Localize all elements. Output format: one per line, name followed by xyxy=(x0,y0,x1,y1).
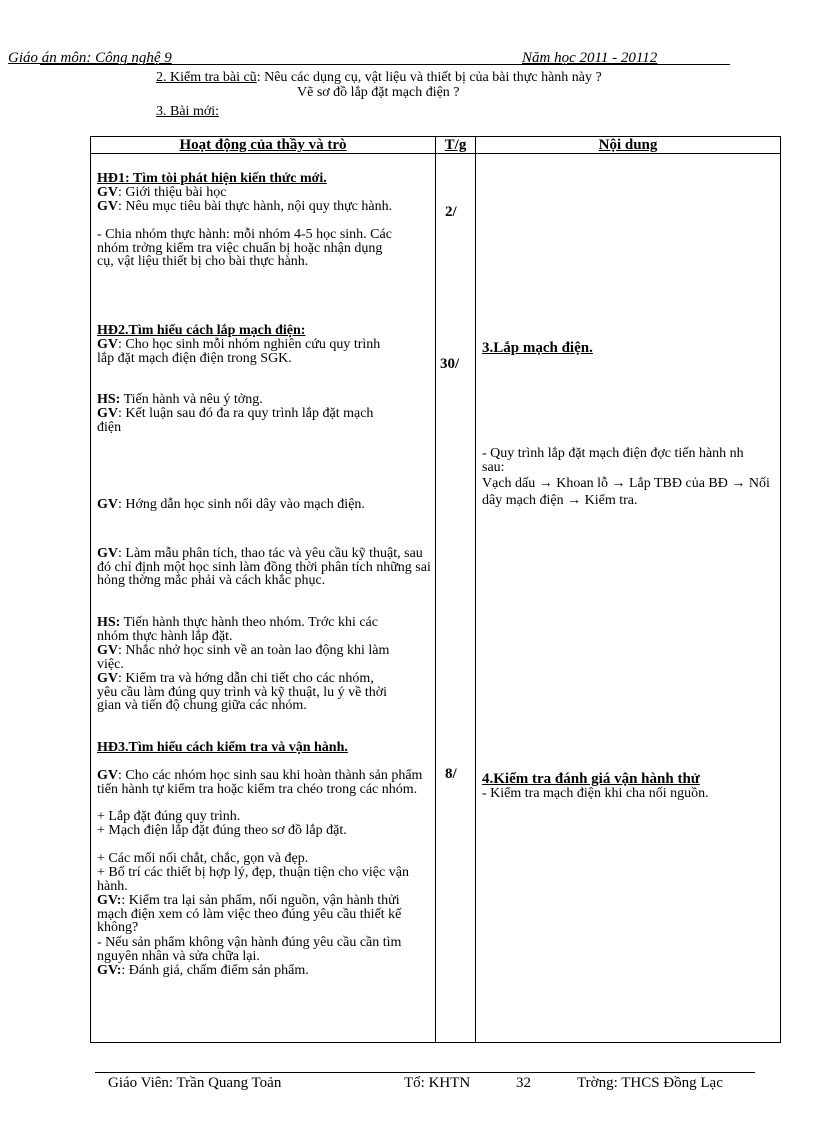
hd3-title: HĐ3.Tìm hiểu cách kiểm tra và vận hành. xyxy=(97,740,348,755)
section3-line2: Vạch dấu → Khoan lỗ → Lắp TBĐ của BĐ → Nối dây mạch điện → Kiểm tra. xyxy=(482,476,770,508)
hd2-line7 xyxy=(97,644,397,671)
table-body-row xyxy=(91,154,781,1043)
section4-title: 4.Kiểm tra đánh giá vận hành thử xyxy=(482,771,700,787)
check-old-label: 2. Kiểm tra bài cũ xyxy=(156,70,257,85)
header-subject: Giáo án môn: Công nghệ 9 xyxy=(8,50,172,66)
hd3-line5: + Bố trí các thiết bị hợp lý, đẹp, thuận tiện cho việc vận hành. xyxy=(97,865,409,894)
time-hd1: 2/ xyxy=(445,204,457,220)
new-lesson-label: 3. Bài mới: xyxy=(156,104,220,119)
hd1-line3: - Chia nhóm thực hành: mỗi nhóm 4-5 học sinh. Các nhóm trởng kiểm tra việc chuẩn bị hoặc nhận dụng cụ, vật liệu thiết bị cho bài thực hành. xyxy=(97,227,392,270)
header-content: Nội dung xyxy=(476,137,781,154)
section4-line1: - Kiểm tra mạch điện khi cha nối nguồn. xyxy=(482,786,709,801)
hd2-line1 xyxy=(97,338,397,365)
gv-label: GV xyxy=(97,671,118,686)
hd1-line2-text: : Nêu mục tiêu bài thực hành, nội quy thực hành. xyxy=(118,199,393,214)
hd2-line6-text: Tiến hành thực hành theo nhóm. Trớc khi các nhóm thực hành lắp đặt. xyxy=(97,615,378,644)
hd1-line1 xyxy=(97,186,432,200)
hd2-line7-text: : Nhắc nhở học sinh về an toàn lao động khi làm việc. xyxy=(97,643,390,672)
gv-label: GV xyxy=(97,497,118,512)
time-hd2: 30/ xyxy=(440,356,460,372)
section3-title: 3.Lắp mạch điện. xyxy=(482,340,593,356)
lesson-table xyxy=(90,136,781,1043)
header-rule xyxy=(40,64,730,65)
time-hd3: 8/ xyxy=(445,766,457,782)
hd2-line1-text: : Cho học sinh mỗi nhóm nghiên cứu quy trình lắp đặt mạch điện điện trong SGK. xyxy=(97,337,381,366)
gv-label: GV xyxy=(97,199,118,214)
time-cell xyxy=(436,154,476,1043)
hd2-line4-text: : Hớng dẫn học sinh nối dây vào mạch điện. xyxy=(118,497,365,512)
hd3-line1-text: : Cho các nhóm học sinh sau khi hoàn thành sản phẩm tiến hành tự kiểm tra hoặc kiểm tra chéo trong các nhóm. xyxy=(97,768,423,797)
check-old-text: : Nêu các dụng cụ, vật liệu và thiết bị của bài thực hành này ? xyxy=(256,70,602,85)
hd2-line4 xyxy=(97,498,397,512)
hd2-line2 xyxy=(97,393,397,407)
hs-label: HS: xyxy=(97,615,121,630)
header-time: T/g xyxy=(436,137,476,154)
footer-page-number: 32 xyxy=(516,1075,531,1091)
hd2-line3-text: : Kết luận sau đó đa ra quy trình lắp đặt mạch điện xyxy=(97,406,374,435)
check-old-text2: Vẽ sơ đồ lắp đặt mạch điện ? xyxy=(297,85,460,100)
hd2-line5-text: : Làm mẫu phân tích, thao tác và yêu cầu kỹ thuật, sau đó chỉ định một học sinh làm đồng thời phân tích những sai hỏng thờng mắc phải và cách khắc phục. xyxy=(97,546,431,589)
header-activities: Hoạt động của thầy và trò xyxy=(91,137,436,154)
gv-label: GV xyxy=(97,546,118,561)
table-header-row xyxy=(91,137,781,154)
hd3-line7: - Nếu sản phẩm không vận hành đúng yêu cầu cần tìm nguyên nhân và sửa chữa lại. xyxy=(97,935,402,964)
hd2-line5 xyxy=(97,547,432,588)
gv-label: GV xyxy=(97,185,118,200)
hd1-line1-text: : Giới thiệu bài học xyxy=(118,185,227,200)
hd2-line8 xyxy=(97,672,397,713)
hd3-line3: + Mạch điện lắp đặt đúng theo sơ đồ lắp đặt. xyxy=(97,823,347,838)
hd3-line8-text: : Đánh giá, chấm điểm sản phẩm. xyxy=(121,963,309,978)
check-old-line xyxy=(156,70,602,85)
section3-line1: - Quy trình lắp đặt mạch điện đợc tiến hành nh sau: xyxy=(482,446,744,475)
hd2-line8-text: : Kiểm tra và hớng dẫn chi tiết cho các nhóm, yêu cầu làm đúng quy trình và kỹ thuật, lu ý về thời gian và tiến độ chung giữa các nhóm. xyxy=(97,671,388,714)
hd1-line2 xyxy=(97,200,432,214)
activities-cell xyxy=(91,154,436,1043)
hd1-title: HĐ1: Tìm tòi phát hiện kiến thức mới. xyxy=(97,171,327,186)
hd3-line1 xyxy=(97,769,432,796)
hd2-line3 xyxy=(97,407,397,434)
hd3-line8 xyxy=(97,964,432,978)
gv-label: GV: xyxy=(97,893,122,908)
hd3-line6-text: : Kiểm tra lại sản phẩm, nối nguồn, vận hành thửi mạch điện xem có làm việc theo đúng yêu cầu thiết kế không? xyxy=(97,893,402,936)
header-school-year: Năm học 2011 - 20112 xyxy=(522,50,658,66)
footer-rule xyxy=(95,1072,755,1073)
gv-label: GV xyxy=(97,768,118,783)
hd2-line2-text: Tiến hành và nêu ý tởng. xyxy=(120,392,263,407)
content-cell xyxy=(476,154,781,1043)
footer-group: Tổ: KHTN xyxy=(404,1075,471,1091)
hd2-line6 xyxy=(97,616,397,643)
gv-label: GV: xyxy=(97,963,122,978)
gv-label: GV xyxy=(97,643,118,658)
footer-teacher: Giáo Viên: Trần Quang Toản xyxy=(108,1075,282,1091)
hd2-title: HĐ2.Tìm hiểu cách lắp mạch điện: xyxy=(97,323,306,338)
hd3-line4: + Các mối nối chắt, chắc, gọn và đẹp. xyxy=(97,851,309,866)
gv-label: GV xyxy=(97,337,118,352)
hd3-line6 xyxy=(97,894,432,935)
footer-school: Trờng: THCS Đồng Lạc xyxy=(577,1075,723,1091)
gv-label: GV xyxy=(97,406,118,421)
hd3-line2: + Lắp đặt đúng quy trình. xyxy=(97,809,241,824)
hs-label: HS: xyxy=(97,392,121,407)
